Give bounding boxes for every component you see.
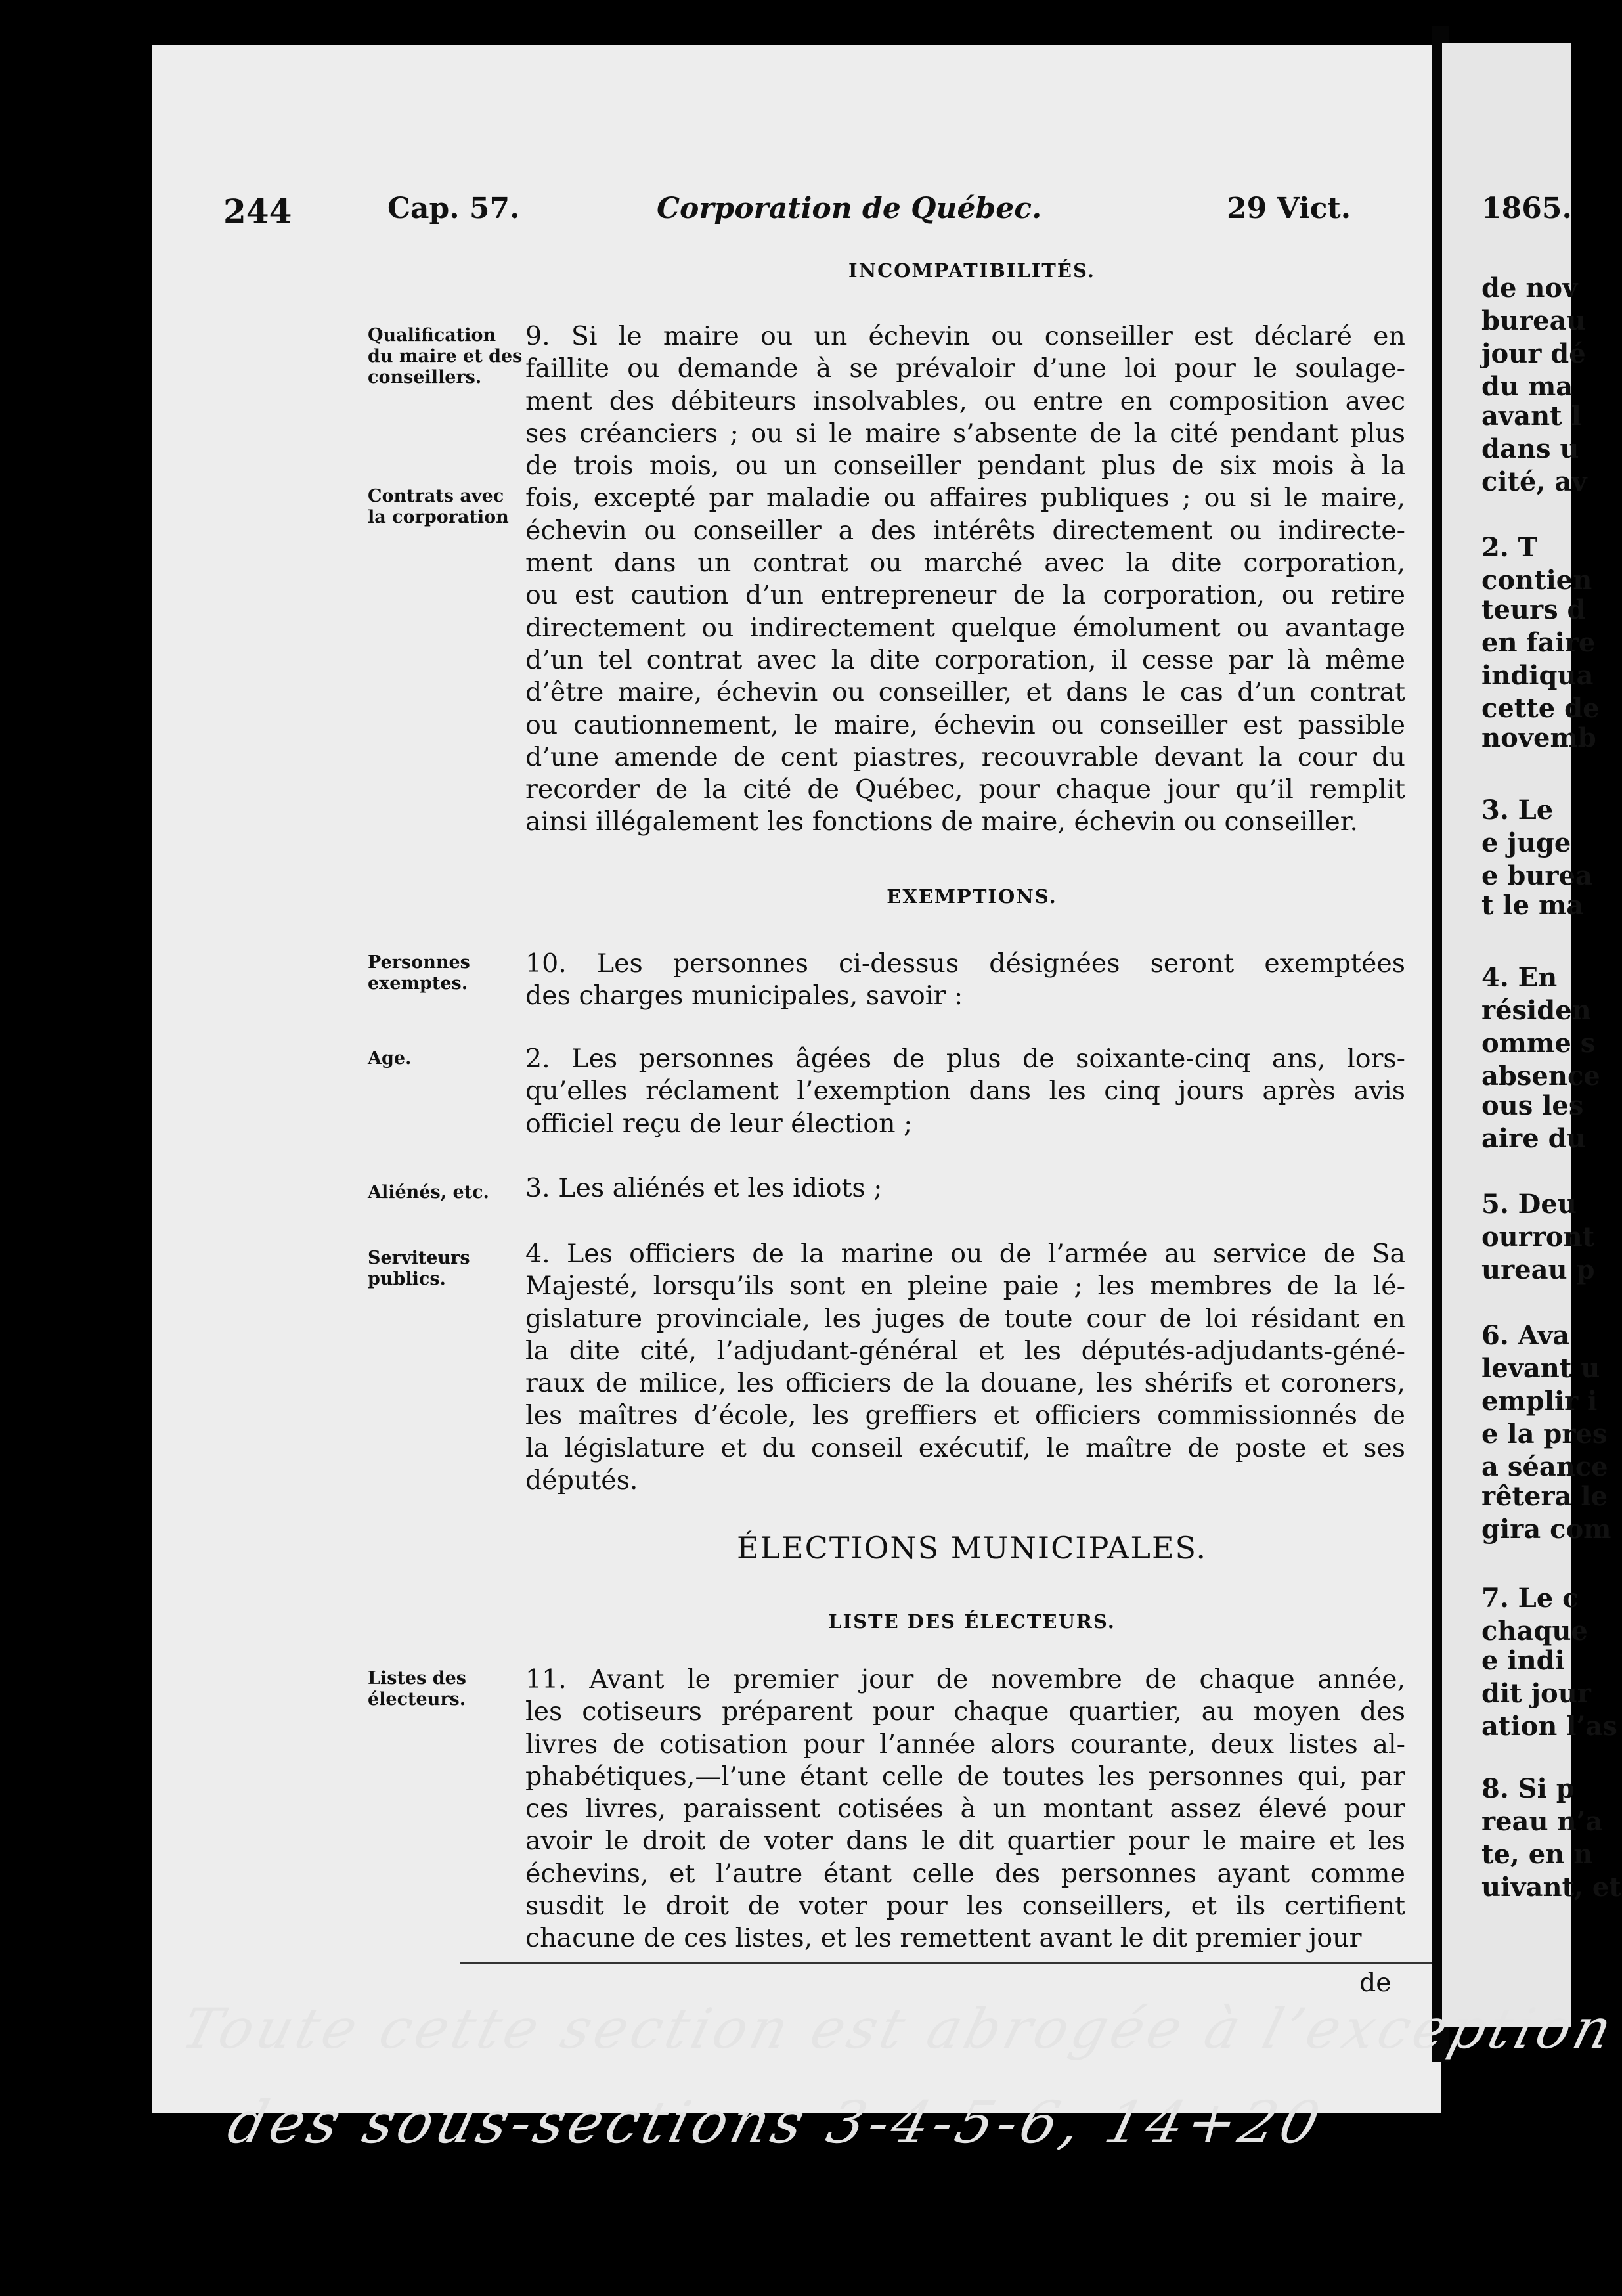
right-page-line: rêtera le [1481, 1481, 1608, 1512]
margin-note-serviteurs-publics: Serviteurs publics. [368, 1248, 470, 1289]
right-page-line: ation l’as [1481, 1711, 1617, 1742]
right-page-line: cité, av [1481, 466, 1587, 497]
text-line: 11. Avant le premier jour de novembre de chaque année, [525, 1664, 1405, 1694]
margin-note-listes-electeurs: Listes des électeurs. [368, 1668, 466, 1710]
paragraph-10-4 [525, 1238, 1405, 1497]
text-line: directement ou indirectement quelque émolument ou avantage [525, 612, 1405, 643]
paragraph-9 [525, 320, 1405, 839]
right-page-line: bureau [1481, 305, 1586, 336]
text-line: 10. Les personnes ci-dessus désignées seront exemptées [525, 948, 1405, 979]
text-line: échevin ou conseiller a des intérêts directement ou indirecte- [525, 515, 1405, 546]
section-heading-exemptions: EXEMPTIONS. [887, 885, 1057, 908]
right-page-line: emplir i [1481, 1386, 1598, 1417]
right-page-line: avant l [1481, 401, 1581, 431]
right-page-line: e juge [1481, 828, 1571, 858]
right-page-line: absence [1481, 1061, 1600, 1092]
section-heading-incompatibilites: INCOMPATIBILITÉS. [848, 259, 1095, 282]
right-page-line: novemb [1481, 722, 1596, 753]
text-line: de trois mois, ou un conseiller pendant plus de six mois à la [525, 451, 1405, 481]
section-title-elections: ÉLECTIONS MUNICIPALES. [736, 1530, 1208, 1566]
text-line: officiel reçu de leur élection ; [525, 1108, 913, 1139]
right-page-line: cette de [1481, 693, 1600, 724]
right-page-line: dans u [1481, 433, 1579, 464]
text-line: ment des débiteurs insolvables, ou entre en composition avec [525, 386, 1405, 416]
catchword: de [1359, 1968, 1392, 1998]
text-line: recorder de la cité de Québec, pour chaque jour qu’il remplit [525, 774, 1405, 805]
text-line: la dite cité, l’adjudant-général et les députés-adjudants-géné- [525, 1335, 1405, 1366]
text-line: ainsi illégalement les fonctions de maire, échevin ou conseiller. [525, 806, 1358, 837]
right-page-line: a séance [1481, 1451, 1608, 1482]
right-page-line: en faire [1481, 627, 1596, 658]
right-page-line: contien [1481, 565, 1592, 596]
text-line: 4. Les officiers de la marine ou de l’armée au service de Sa [525, 1239, 1405, 1269]
text-line: d’un tel contrat avec la dite corporation, il cesse par là même [525, 644, 1405, 675]
paragraph-10-2 [525, 1043, 1405, 1140]
text-line: ment dans un contrat ou marché avec la dite corporation, [525, 548, 1405, 579]
right-page-line: 7. Le c [1481, 1583, 1579, 1614]
text-line: chacune de ces listes, et les remettent avant le dit premier jour [525, 1923, 1362, 1954]
right-page-line: indiqua [1481, 660, 1594, 691]
right-page-line: du ma [1481, 371, 1573, 402]
right-page-line: e burea [1481, 860, 1592, 891]
right-page-line: 5. Deu [1481, 1189, 1577, 1220]
margin-note-contrats: Contrats avec la corporation [368, 486, 509, 527]
right-page-line: omme s [1481, 1028, 1596, 1059]
right-page-line: e la pres [1481, 1419, 1608, 1449]
right-page-line: e indi [1481, 1645, 1565, 1676]
right-page-line: reau n’a [1481, 1806, 1603, 1837]
text-line: les maîtres d’école, les greffiers et officiers commissionnés de [525, 1400, 1405, 1431]
text-line: susdit le droit de voter pour les conseillers, et ils certifient [525, 1891, 1405, 1922]
right-page-line: ureau p [1481, 1254, 1595, 1285]
right-page-line: chaque [1481, 1616, 1588, 1646]
right-page-line: teurs d [1481, 594, 1586, 625]
text-line: la législature et du conseil exécutif, le maître de poste et ses [525, 1432, 1405, 1463]
right-page-line: jour dé [1481, 338, 1586, 369]
text-line: faillite ou demande à se prévaloir d’une loi pour le soulage- [525, 353, 1405, 384]
right-page-line: 2. T [1481, 532, 1538, 563]
text-line: les cotiseurs préparent pour chaque quartier, au moyen des [525, 1696, 1405, 1727]
text-line: fois, excepté par maladie ou affaires publiques ; ou si le maire, [525, 483, 1405, 514]
text-line: gislature provinciale, les juges de toute cour de loi résidant en [525, 1303, 1405, 1334]
text-line: ses créanciers ; ou si le maire s’absente de la cité pendant plus [525, 418, 1405, 449]
text-line: d’être maire, échevin ou conseiller, et dans le cas d’un contrat [525, 677, 1405, 708]
text-line: députés. [525, 1465, 638, 1496]
margin-note-personnes-exemptes: Personnes exemptes. [368, 952, 470, 994]
page-rule [460, 1962, 1432, 1964]
margin-note-qualification: Qualification du maire et des conseillers. [368, 325, 523, 387]
text-line: ou cautionnement, le maire, échevin ou conseiller est passible [525, 709, 1405, 740]
right-page-line: ous les [1481, 1090, 1584, 1121]
text-line: 9. Si le maire ou un échevin ou conseiller est déclaré en [525, 321, 1405, 351]
margin-note-age: Age. [368, 1048, 412, 1069]
right-page-line: te, en n [1481, 1839, 1593, 1870]
text-line: phabétiques,—l’une étant celle de toutes les personnes qui, par [525, 1761, 1405, 1792]
text-line: 3. Les aliénés et les idiots ; [525, 1173, 883, 1203]
regnal-year: 29 Vict. [1227, 192, 1351, 225]
margin-note-alienes: Aliénés, etc. [368, 1182, 489, 1203]
right-page-line: t le ma [1481, 890, 1584, 921]
paragraph-11 [525, 1664, 1405, 1955]
text-line: qu’elles réclament l’exemption dans les cinq jours après avis [525, 1076, 1405, 1107]
right-page-line: gira com [1481, 1514, 1611, 1545]
right-page-line: aire du [1481, 1123, 1586, 1154]
text-line: d’une amende de cent piastres, recouvrable devant la cour du [525, 741, 1405, 772]
right-page-line: 8. Si p [1481, 1773, 1575, 1804]
right-page-line: ourront [1481, 1222, 1595, 1252]
text-line: avoir le droit de voter dans le dit quartier pour le maire et les [525, 1826, 1405, 1857]
text-line: ces livres, paraissent cotisées à un montant assez élevé pour [525, 1794, 1405, 1824]
text-line: des charges municipales, savoir : [525, 981, 963, 1011]
text-line: Majesté, lorsqu’ils sont en pleine paie ; les membres de la lé- [525, 1271, 1405, 1302]
chapter-label: Cap. 57. [387, 192, 520, 225]
right-page-line: de nov [1481, 273, 1578, 303]
right-page-line: 6. Ava [1481, 1320, 1570, 1351]
right-page-line: 3. Le [1481, 795, 1554, 826]
page-number: 244 [223, 192, 292, 231]
annotation-line-1: Toute cette section est abrogée à l’exception [175, 1997, 1622, 2061]
paragraph-10-3 [525, 1172, 1405, 1204]
paragraph-10 [525, 948, 1405, 1013]
annotation-line-2: des sous-sections 3-4-5-6, 14+20 [221, 2088, 1330, 2156]
right-page-line: 4. En [1481, 962, 1558, 993]
right-page-line: dit jour [1481, 1678, 1591, 1709]
right-page-line: résiden [1481, 995, 1591, 1026]
handwritten-annotation [131, 1997, 1622, 2246]
text-line: raux de milice, les officiers de la douane, les shérifs et coroners, [525, 1368, 1405, 1399]
section-heading-liste-electeurs: LISTE DES ÉLECTEURS. [828, 1610, 1116, 1633]
text-line: ou est caution d’un entrepreneur de la corporation, ou retire [525, 580, 1405, 611]
right-page-line: uivant, et [1481, 1872, 1621, 1903]
text-line: 2. Les personnes âgées de plus de soixante-cinq ans, lors- [525, 1044, 1405, 1074]
running-title: Corporation de Québec. [657, 192, 1042, 225]
text-line: échevins, et l’autre étant celle des personnes ayant comme [525, 1858, 1405, 1889]
right-page-line: levant u [1481, 1353, 1600, 1384]
right-page-year: 1865. [1481, 192, 1572, 225]
text-line: livres de cotisation pour l’année alors courante, deux listes al- [525, 1729, 1405, 1759]
